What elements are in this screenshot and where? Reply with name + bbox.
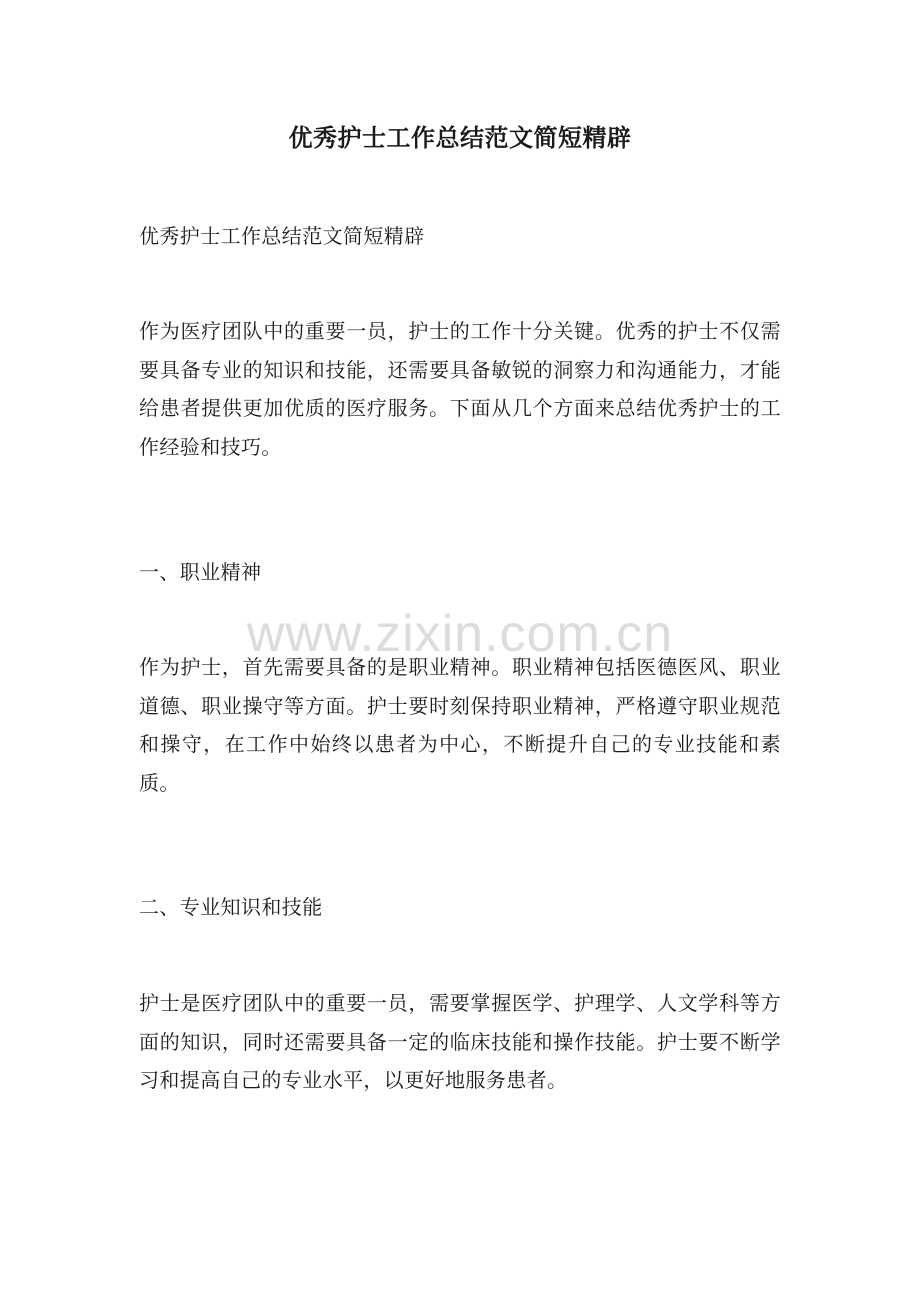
- intro-paragraph: 作为医疗团队中的重要一员，护士的工作十分关键。优秀的护士不仅需要具备专业的知识和技能，还需要具备敏锐的洞察力和沟通能力，才能给患者提供更加优质的医疗服务。下面从几个方面来总结优秀护士的工作经验和技巧。: [139, 319, 781, 459]
- section-heading-2: 二、专业知识和技能: [139, 895, 323, 919]
- document-title: 优秀护士工作总结范文简短精辟: [288, 123, 632, 152]
- watermark: www.zixin.com.cn: [246, 605, 674, 663]
- section-heading-1: 一、职业精神: [139, 560, 262, 584]
- document-subtitle: 优秀护士工作总结范文简短精辟: [139, 224, 425, 248]
- section-body-2: 护士是医疗团队中的重要一员，需要掌握医学、护理学、人文学科等方面的知识，同时还需要具备一定的临床技能和操作技能。护士要不断学习和提高自己的专业水平，以更好地服务患者。: [139, 991, 781, 1092]
- section-body-1: 作为护士，首先需要具备的是职业精神。职业精神包括医德医风、职业道德、职业操守等方面。护士要时刻保持职业精神，严格遵守职业规范和操守，在工作中始终以患者为中心，不断提升自己的专业技能和素质。: [139, 655, 781, 795]
